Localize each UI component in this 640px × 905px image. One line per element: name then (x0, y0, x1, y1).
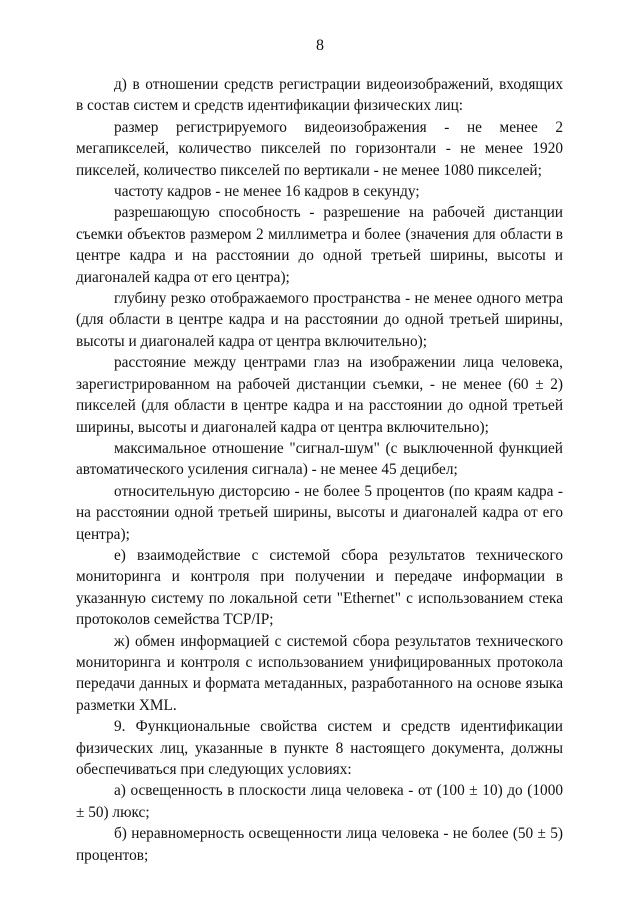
paragraph-depth-of-field: глубину резко отображаемого пространства - не менее одного метра (для области в центре кадра и на расстоянии до одной третьей ширины, высоты и диагоналей кадра от центра включительно); (76, 290, 563, 350)
paragraph-frame-rate: частоту кадров - не менее 16 кадров в секунду; (114, 183, 420, 201)
paragraph-eye-distance: расстояние между центрами глаз на изображении лица человека, зарегистрированном на рабочей дистанции съемки, - не менее (60 ± 2) пикселей (для области в центре кадра и на расстоянии до одной третьей ширины, высоты и диагоналей кадра от центра включительно); (76, 354, 563, 436)
paragraph-signal-noise: максимальное отношение "сигнал-шум" (с выключенной функцией автоматического усиления сигнала) - не менее 45 децибел; (76, 439, 563, 479)
paragraph-9-functional-properties: 9. Функциональные свойства систем и средств идентификации физических лиц, указанные в пункте 8 настоящего документа, должны обеспечиваться при следующих условиях: (76, 718, 563, 778)
paragraph-zh-data-exchange: ж) обмен информацией с системой сбора результатов технического мониторинга и контроля с использованием унифицированных протокола передачи данных и формата метаданных, разработанного на основе языка разметки XML. (76, 632, 563, 714)
page-number: 8 (316, 37, 324, 54)
paragraph-resolution: разрешающую способность - разрешение на рабочей дистанции съемки объектов размером 2 миллиметра и более (значения для области в центре кадра и на расстоянии до одной третьей ширины, высоты и диагоналей кадра от его центра); (76, 204, 563, 286)
paragraph-d-video-registration: д) в отношении средств регистрации видеоизображений, входящих в состав систем и средств идентификации физических лиц: (76, 76, 563, 115)
paragraph-a-illuminance: а) освещенность в плоскости лица человека - от (100 ± 10) до (1000 ± 50) люкс; (76, 782, 563, 821)
paragraph-image-size: размер регистрируемого видеоизображения - не менее 2 мегапикселей, количество пикселей по горизонтали - не менее 1920 пикселей, количество пикселей по вертикали - не менее 1080 пикселей; (76, 118, 563, 179)
paragraph-distortion: относительную дисторсию - не более 5 процентов (по краям кадра - на расстоянии одной третьей ширины, высоты и диагоналей кадра от его центра); (76, 482, 563, 543)
paragraph-b-illuminance-nonuniformity: б) неравномерность освещенности лица человека - не более (50 ± 5) процентов; (76, 825, 563, 864)
document-body (76, 74, 563, 866)
paragraph-e-interaction: е) взаимодействие с системой сбора результатов технического мониторинга и контроля при получении и передаче информации в указанную систему по локальной сети "Ethernet" с использованием стека протоколов семейства TCP/IP; (76, 546, 563, 629)
